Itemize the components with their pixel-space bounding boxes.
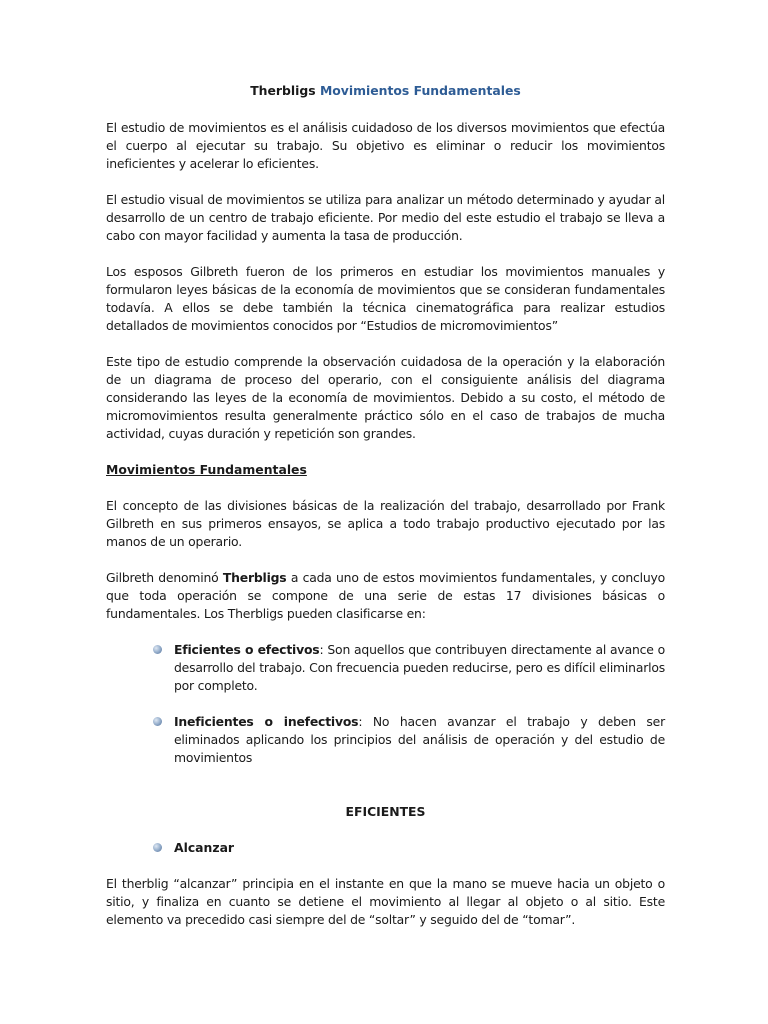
alcanzar-item [106,839,665,857]
title-prefix: Therbligs [250,83,316,98]
title-accent: Movimientos Fundamentales [319,83,521,98]
classification-list [106,641,665,767]
classification-text: : No hacen avanzar el trabajo y deben ser eliminados aplicando los principios del análisis de operación y del estudio de movimientos [174,714,665,765]
page-title [106,82,665,100]
bullet-icon [153,645,162,654]
classification-term: Eficientes o efectivos [174,642,320,657]
classification-term: Ineficientes o inefectivos [174,714,359,729]
eficientes-heading: EFICIENTES [345,804,426,819]
section-heading: Movimientos Fundamentales [106,462,307,477]
concept-paragraph: El concepto de las divisiones básicas de la realización del trabajo, desarrollado por Frank Gilbreth en sus primeros ensayos, se aplica a todo trabajo productivo ejecutado por las manos de un operario. [106,498,665,549]
paragraph-2: El estudio visual de movimientos se utiliza para analizar un método determinado y ayudar al desarrollo de un centro de trabajo eficiente. Por medio del este estudio el trabajo se lleva a cabo con mayor facilidad y aumenta la tasa de producción. [106,192,665,243]
gilbreth-paragraph [106,569,665,623]
alcanzar-paragraph: El therblig “alcanzar” principia en el instante en que la mano se mueve hacia un objeto o sitio, y finaliza en cuanto se detiene el movimiento al llegar al objeto o al sitio. Este elemento va precedido casi siempre del de “soltar” y seguido del de “tomar”. [106,876,665,927]
paragraph-3: Los esposos Gilbreth fueron de los primeros en estudiar los movimientos manuales y formularon leyes básicas de la economía de movimientos que se consideran fundamentales todavía. A ellos se debe también la técnica cinematográfica para realizar estudios detallados de movimientos conocidos por “Estudios de micromovimientos” [106,264,665,333]
bullet-icon [153,717,162,726]
therbligs-term: Therbligs [222,570,287,585]
paragraph-4: Este tipo de estudio comprende la observación cuidadosa de la operación y la elaboración de un diagrama de proceso del operario, con el consiguiente análisis del diagrama considerando las leyes de la economía de movimientos. Debido a su costo, el método de micromovimientos resulta generalmente práctico sólo en el caso de trabajos de mucha actividad, cuyas duración y repetición son grandes. [106,354,665,441]
gilbreth-text-before: Gilbreth denominó [106,570,223,585]
classification-text: : Son aquellos que contribuyen directamente al avance o desarrollo del trabajo. Con frecuencia pueden reducirse, pero es difícil eliminarlos por completo. [174,642,665,693]
bullet-icon [153,843,162,852]
list-item [106,641,665,695]
alcanzar-label: Alcanzar [174,840,235,855]
paragraph-1: El estudio de movimientos es el análisis cuidadoso de los diversos movimientos que efectúa el cuerpo al ejecutar su trabajo. Su objetivo es eliminar o reducir los movimientos ineficientes y acelerar lo eficientes. [106,120,665,171]
list-item [106,713,665,767]
gilbreth-text-after: a cada uno de estos movimientos fundamentales, y concluyo que toda operación se compone de una serie de estas 17 divisiones básicas o fundamentales. Los Therbligs pueden clasificarse en: [106,570,665,621]
